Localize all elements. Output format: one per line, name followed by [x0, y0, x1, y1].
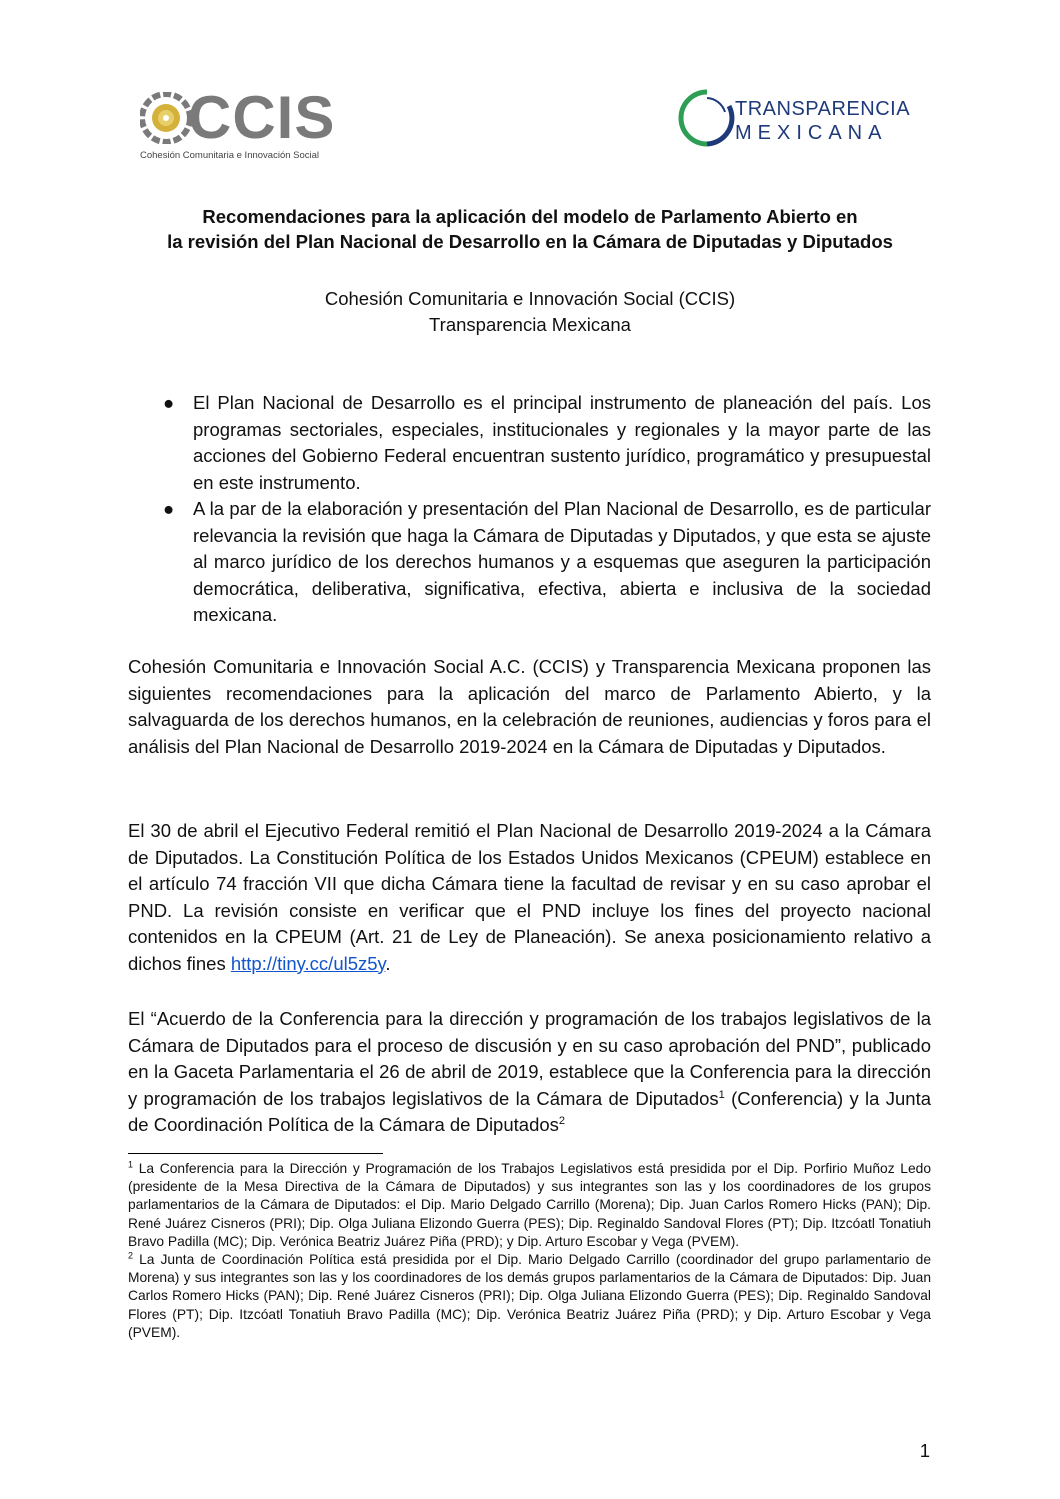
page-number: 1: [919, 1440, 930, 1461]
footnote-number: 2: [128, 1250, 134, 1261]
tm-ring-icon: [677, 88, 737, 148]
intro-bullet-list: [163, 390, 931, 629]
bullet-text: A la par de la elaboración y presentación del Plan Nacional de Desarrollo, es de particular relevancia la revisión que haga la Cámara de Diputadas y Diputados, y que esta se ajuste al marco jurídico de los derechos humanos y a esquemas que aseguren la participación democrática, deliberativa, significativa, efectiva, abierta e inclusiva de la sociedad mexicana.: [193, 498, 931, 625]
ccis-logo: [140, 84, 336, 165]
transparencia-mexicana-logo: [677, 88, 927, 148]
author-ccis: Cohesión Comunitaria e Innovación Social (CCIS): [324, 288, 736, 309]
paragraph-text-end: .: [385, 952, 391, 974]
paragraph-proposal: Cohesión Comunitaria e Innovación Social A.C. (CCIS) y Transparencia Mexicana proponen las siguientes recomendaciones para la aplicación del marco de Parlamento Abierto, y la salvaguarda de los derechos humanos, en la celebración de reuniones, audiencias y foros para el análisis del Plan Nacional de Desarrollo 2019-2024 en la Cámara de Diputadas y Diputados.: [128, 656, 931, 757]
list-item: [163, 496, 931, 629]
footnotes: [128, 1160, 931, 1342]
footnote-2: [128, 1251, 931, 1342]
footnote-text: La Conferencia para la Dirección y Programación de los Trabajos Legislativos está presidida por el Dip. Porfirio Muñoz Ledo (presidente de la Mesa Directiva de la Cámara de Diputados) y sus integrantes son las y los coordinadores de los grupos parlamentarios de la Cámara de Diputados: el Dip. Mario Delgado Carrillo (Morena); Dip. Juan Carlos Romero Hicks (PAN); Dip. René Juárez Cisneros (PRI); Dip. Olga Juliana Elizondo Guerra (PES); Dip. Reginaldo Sandoval Flores (PT); Dip. Itzcóatl Tonatiuh Bravo Padilla (MC); Dip. Verónica Beatriz Juárez Piña (PRD); y Dip. Arturo Escobar y Vega (PVEM).: [128, 1161, 931, 1249]
footnote-text: La Junta de Coordinación Política está presidida por el Dip. Mario Delgado Carrillo (coordinador del grupo parlamentario de Morena) y sus integrantes son las y los coordinadores de los demás grupos parlamentarios de la Cámara de Diputados: Dip. Juan Carlos Romero Hicks (PAN); Dip. René Juárez Cisneros (PRI); Dip. Olga Juliana Elizondo Guerra (PES); Dip. Reginaldo Sandoval Flores (PT); Dip. Itzcóatl Tonatiuh Bravo Padilla (MC); Dip. Verónica Beatriz Juárez Piña (PRD); y Dip. Arturo Escobar y Vega (PVEM).: [128, 1252, 931, 1340]
tm-wordmark-line1: TRANSPARENCIA: [735, 98, 911, 120]
paragraph-plan-submission: [128, 818, 931, 977]
ccis-emblem-icon: [140, 92, 192, 144]
bullet-icon: ●: [163, 498, 175, 519]
document-title: [100, 204, 960, 254]
ccis-subtitle: Cohesión Comunitaria e Innovación Social: [140, 150, 320, 161]
paragraph-agreement: [128, 1006, 931, 1139]
author-tm: Transparencia Mexicana: [429, 314, 631, 335]
paragraph-text: El 30 de abril el Ejecutivo Federal remitió el Plan Nacional de Desarrollo 2019-2024 a la Cámara de Diputados. La Constitución Política de los Estados Unidos Mexicanos (CPEUM) establece en el artículo 74 fracción VII que dicha Cámara tiene la facultad de revisar y en su caso aprobar el PND. La revisión consiste en verificar que el PND incluye los fines del proyecto nacional contenidos en la CPEUM (Art. 21 de Ley de Planeación). Se anexa posicionamiento relativo a dichos fines: [128, 820, 931, 974]
list-item: [163, 390, 931, 496]
paragraph-text: El “Acuerdo de la Conferencia para la dirección y programación de los trabajos legislativos de la Cámara de Diputados para el proceso de discusión y en su caso aprobación del PND”, publicado en la Gaceta Parlamentaria el 26 de abril de 2019, establece que la Conferencia para la dirección y programación de los trabajos legislativos de la Cámara de Diputados: [128, 1008, 931, 1109]
title-line-2: la revisión del Plan Nacional de Desarrollo en la Cámara de Diputadas y Diputados: [167, 231, 893, 252]
footnote-ref-2[interactable]: 2: [558, 1114, 566, 1127]
footnote-1: [128, 1160, 931, 1251]
ccis-wordmark: CCIS: [188, 84, 336, 151]
authors: [100, 286, 960, 338]
paragraph-text: (Conferencia) y la Junta de Coordinación Política de la Cámara de Diputados: [128, 1087, 931, 1135]
footnote-separator: [128, 1153, 383, 1154]
bullet-icon: ●: [163, 392, 175, 413]
tm-wordmark-line2: MEXICANA: [735, 122, 888, 144]
positioning-link[interactable]: http://tiny.cc/ul5z5y: [230, 952, 386, 974]
bullet-text: El Plan Nacional de Desarrollo es el principal instrumento de planeación del país. Los programas sectoriales, especiales, institucionales y regionales y la mayor parte de las acciones del Gobierno Federal encuentran sustento jurídico, programático y presupuestal en este instrumento.: [193, 392, 931, 493]
footnote-number: 1: [128, 1159, 134, 1170]
title-line-1: Recomendaciones para la aplicación del modelo de Parlamento Abierto en: [202, 206, 858, 227]
footnote-ref-1[interactable]: 1: [718, 1088, 725, 1101]
